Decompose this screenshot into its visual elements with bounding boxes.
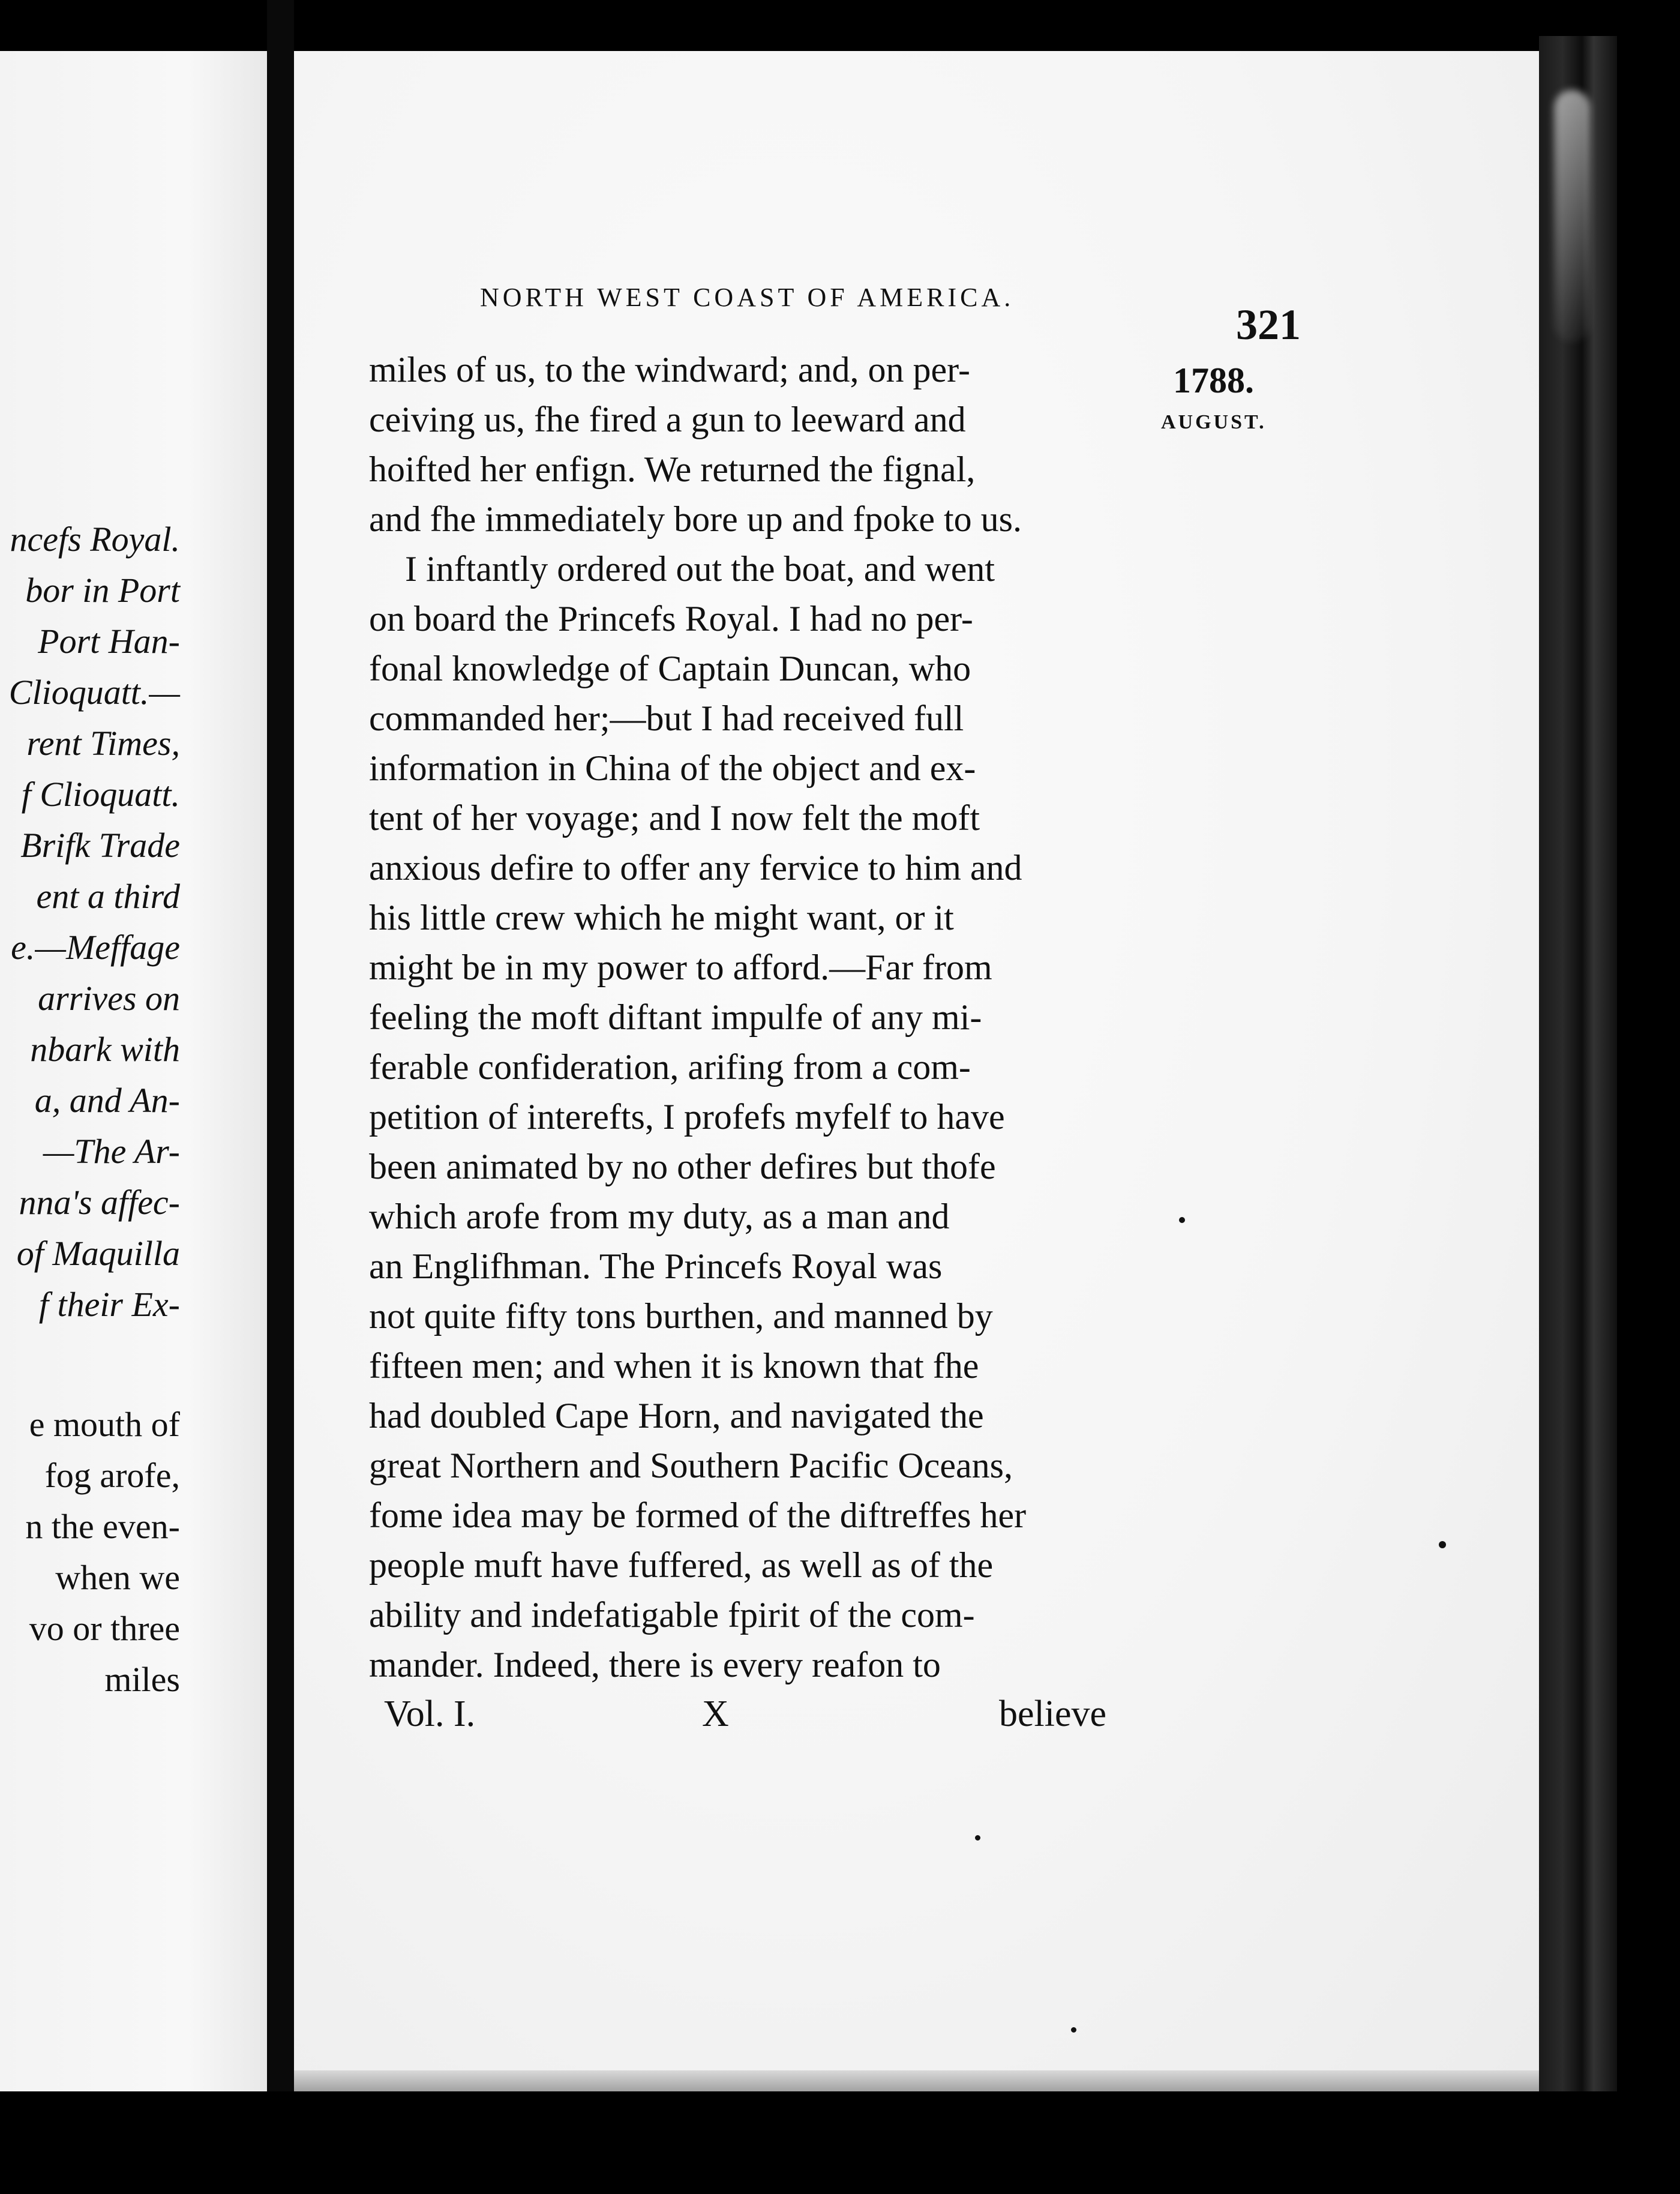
left-line: ncefs Royal. xyxy=(10,520,180,559)
left-line: ent a third xyxy=(36,877,180,916)
text-line: fifteen men; and when it is known that fhe xyxy=(369,1346,979,1386)
left-line: fog arofe, xyxy=(44,1456,180,1495)
text-line: and fhe immediately bore up and fpoke to us. xyxy=(369,499,1022,539)
left-line: rent Times, xyxy=(26,724,180,763)
left-line: e.—Meffage xyxy=(11,928,180,967)
text-line: ability and indefatigable fpirit of the com- xyxy=(369,1595,975,1635)
text-line: great Northern and Southern Pacific Oceans, xyxy=(369,1446,1013,1485)
ink-speck xyxy=(1071,2027,1076,2033)
text-line: been animated by no other defires but thofe xyxy=(369,1147,996,1186)
left-line: nna's affec- xyxy=(19,1183,180,1222)
margin-month: AUGUST. xyxy=(1161,411,1267,433)
left-line: —The Ar- xyxy=(43,1132,180,1171)
page-number: 321 xyxy=(1236,301,1301,349)
left-line: of Maquilla xyxy=(16,1234,180,1273)
text-line: miles of us, to the windward; and, on per- xyxy=(369,350,970,389)
page-edge xyxy=(1539,36,1617,2118)
text-line: anxious defire to offer any fervice to him and xyxy=(369,848,1022,888)
left-line: e mouth of xyxy=(29,1405,180,1444)
text-line: information in China of the object and ex- xyxy=(369,748,976,788)
text-line: commanded her;—but I had received full xyxy=(369,699,964,738)
text-line: tent of her voyage; and I now felt the moft xyxy=(369,798,980,838)
body-text xyxy=(369,345,1125,1690)
left-line: nbark with xyxy=(30,1030,180,1069)
text-line: had doubled Cape Horn, and navigated the xyxy=(369,1396,984,1435)
left-line: f Clioquatt. xyxy=(21,775,180,814)
book-gutter xyxy=(267,0,294,2194)
left-line: a, and An- xyxy=(34,1081,180,1120)
text-line: feeling the moft diftant impulfe of any mi- xyxy=(369,997,982,1037)
left-page xyxy=(0,51,267,2091)
margin-year: 1788. xyxy=(1173,361,1254,400)
text-line: an Englifhman. The Princefs Royal was xyxy=(369,1246,943,1286)
ink-speck xyxy=(1439,1541,1446,1548)
text-line: fome idea may be formed of the diftreffes her xyxy=(369,1495,1027,1535)
text-line: not quite fifty tons burthen, and manned by xyxy=(369,1296,993,1336)
left-line: arrives on xyxy=(38,979,180,1018)
running-head: NORTH WEST COAST OF AMERICA. xyxy=(480,283,1015,312)
ink-speck xyxy=(975,1835,980,1841)
left-line: Brifk Trade xyxy=(20,826,180,865)
footer-signature: X xyxy=(702,1694,729,1734)
footer-catchword: believe xyxy=(999,1694,1107,1734)
left-line: n the even- xyxy=(25,1507,180,1546)
text-line: fonal knowledge of Captain Duncan, who xyxy=(369,649,971,688)
left-line: Clioquatt.— xyxy=(8,673,180,712)
left-line: miles xyxy=(104,1660,180,1699)
text-line: people muft have fuffered, as well as of the xyxy=(369,1545,994,1585)
bottom-page-curl xyxy=(294,2070,1539,2094)
text-line: on board the Princefs Royal. I had no per- xyxy=(369,599,973,639)
page-edge-highlight xyxy=(1554,90,1590,342)
text-line: petition of interefts, I profefs myfelf to have xyxy=(369,1097,1005,1137)
left-line: f their Ex- xyxy=(38,1285,180,1324)
text-line: I inftantly ordered out the boat, and went xyxy=(405,549,995,589)
text-line: which arofe from my duty, as a man and xyxy=(369,1197,950,1236)
left-line: vo or three xyxy=(29,1609,180,1648)
left-line: Port Han- xyxy=(38,622,180,661)
text-line: mander. Indeed, there is every reafon to xyxy=(369,1645,941,1685)
text-line: his little crew which he might want, or it xyxy=(369,898,954,937)
text-line: might be in my power to afford.—Far from xyxy=(369,948,992,987)
text-line: ceiving us, fhe fired a gun to leeward and xyxy=(369,400,966,439)
ink-speck xyxy=(1179,1217,1185,1223)
text-line: ferable confideration, arifing from a com- xyxy=(369,1047,971,1087)
text-line: hoifted her enfign. We returned the fignal, xyxy=(369,449,976,489)
left-line: when we xyxy=(55,1558,180,1597)
footer-volume: Vol. I. xyxy=(384,1694,476,1734)
left-line: bor in Port xyxy=(25,571,180,610)
bottom-shadow xyxy=(0,2091,1680,2194)
